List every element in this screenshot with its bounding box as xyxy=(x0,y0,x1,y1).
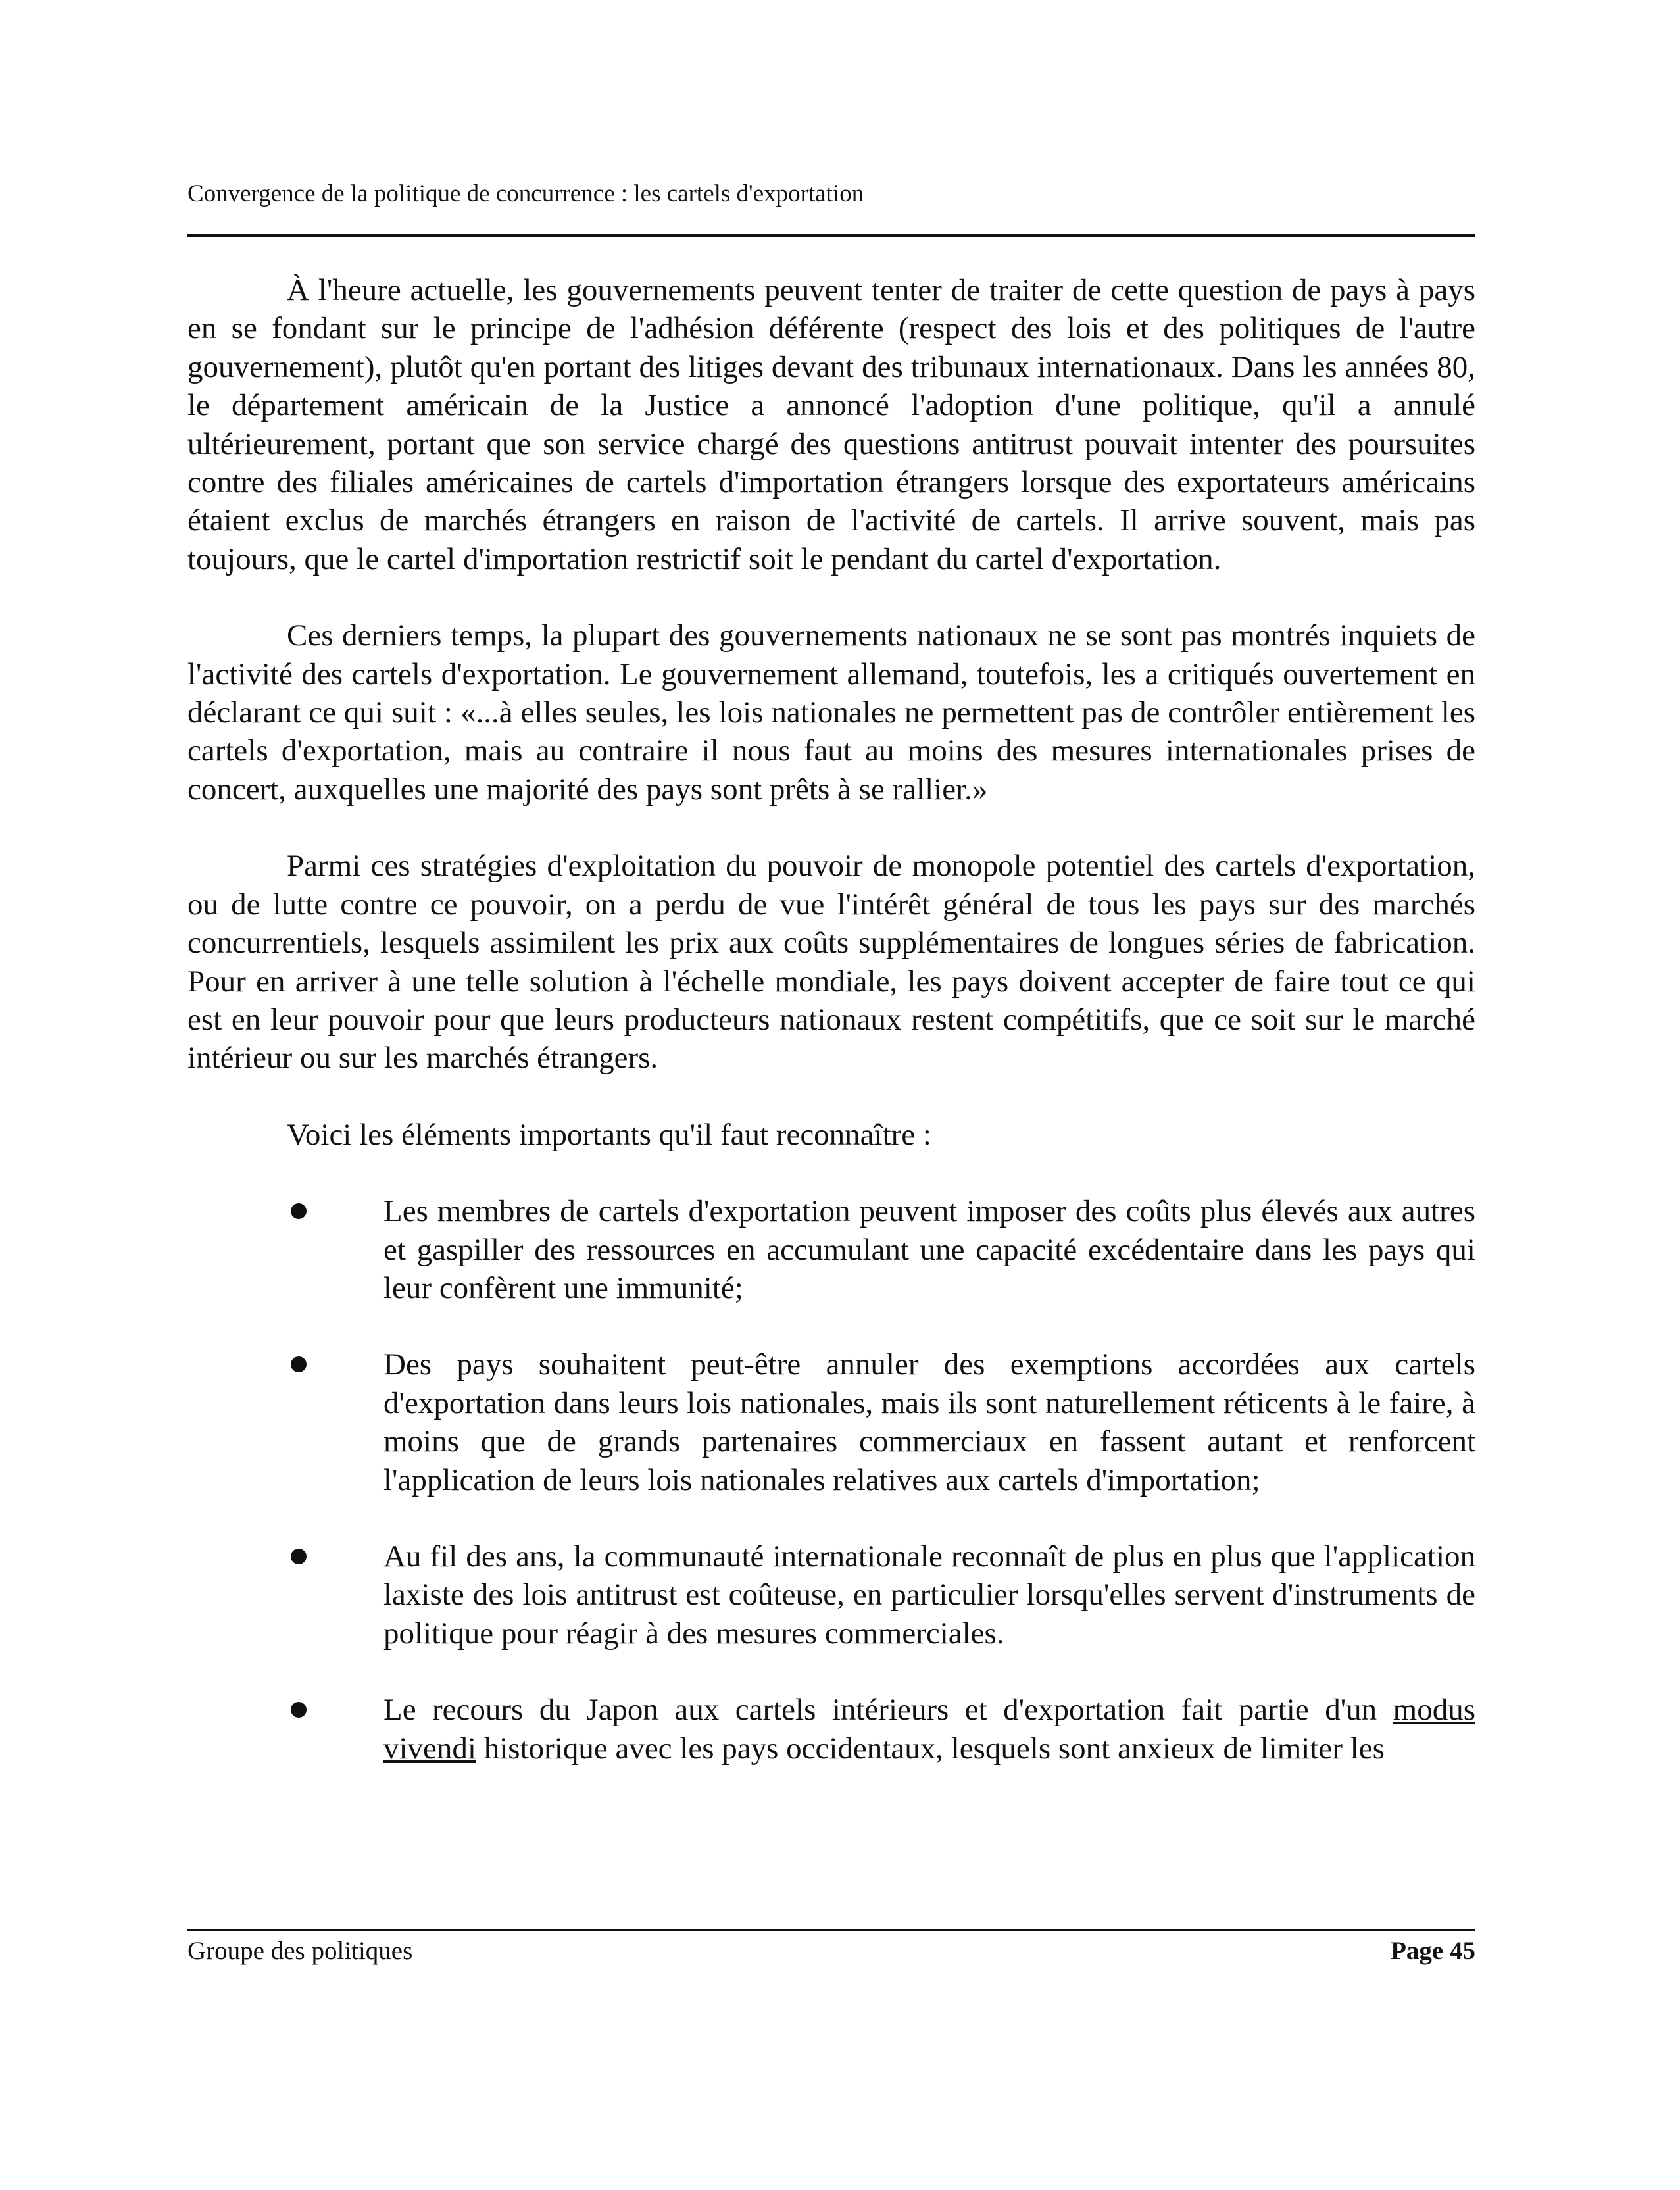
bullet-list xyxy=(187,1192,1475,1768)
list-item xyxy=(187,1192,1475,1307)
header-rule xyxy=(187,234,1475,237)
list-item-text: Au fil des ans, la communauté internationale reconnaît de plus en plus que l'application laxiste des lois antitrust est coûteuse, en particulier lorsqu'elles servent d'instruments de politique pour réagir à des mesures commerciales. xyxy=(383,1539,1475,1651)
list-item xyxy=(187,1691,1475,1768)
footer-label: Groupe des politiques xyxy=(187,1937,413,1965)
list-item-text: Les membres de cartels d'exportation peuvent imposer des coûts plus élevés aux autres et gaspiller des ressources en accumulant une capacité excédentaire dans les pays qui leur confèrent une immunité; xyxy=(383,1194,1475,1305)
paragraph-1: À l'heure actuelle, les gouvernements peuvent tenter de traiter de cette question de pays à pays en se fondant sur le principe de l'adhésion déférente (respect des lois et des politiques de l'autre gouvernement), plutôt qu'en portant des litiges devant des tribunaux internationaux. Dans les années 80, le département américain de la Justice a annoncé l'adoption d'une politique, qu'il a annulé ultérieurement, portant que son service chargé des questions antitrust pouvait intenter des poursuites contre des filiales américaines de cartels d'importation étrangers lorsque des exportateurs américains étaient exclus de marchés étrangers en raison de l'activité de cartels. Il arrive souvent, mais pas toujours, que le cartel d'importation restrictif soit le pendant du cartel d'exportation. xyxy=(187,273,1475,576)
list-intro: Voici les éléments importants qu'il faut reconnaître : xyxy=(287,1117,931,1152)
running-header: Convergence de la politique de concurrence : les cartels d'exportation xyxy=(187,180,864,207)
bullet-icon xyxy=(291,1356,307,1372)
bullet-icon xyxy=(291,1203,307,1219)
page-number: Page 45 xyxy=(1391,1937,1475,1965)
bullet-icon xyxy=(291,1702,307,1718)
list-item-text: Des pays souhaitent peut-être annuler des exemptions accordées aux cartels d'exportation dans leurs lois nationales, mais ils sont naturellement réticents à le faire, à moins que de grands partenaires commerciaux en fassent autant et renforcent l'application de leurs lois nationales relatives aux cartels d'importation; xyxy=(383,1347,1475,1497)
list-item-text-end: historique avec les pays occidentaux, lesquels sont anxieux de limiter les xyxy=(476,1731,1385,1766)
body-text xyxy=(187,271,1475,1768)
list-item xyxy=(187,1537,1475,1653)
list-item xyxy=(187,1345,1475,1499)
paragraph-3: Parmi ces stratégies d'exploitation du pouvoir de monopole potentiel des cartels d'exportation, ou de lutte contre ce pouvoir, on a perdu de vue l'intérêt général de tous les pays sur des marchés concurrentiels, lesquels assimilent les prix aux coûts supplémentaires de longues séries de fabrication. Pour en arriver à une telle solution à l'échelle mondiale, les pays doivent accepter de faire tout ce qui est en leur pouvoir pour que leurs producteurs nationaux restent compétitifs, que ce soit sur le marché intérieur ou sur les marchés étrangers. xyxy=(187,849,1475,1076)
list-item-text-start: Le recours du Japon aux cartels intérieurs et d'exportation fait partie d'un xyxy=(383,1693,1393,1728)
underlined-term: modus vivendi xyxy=(383,1693,1475,1766)
document-page xyxy=(187,0,1475,2190)
bullet-icon xyxy=(291,1549,307,1564)
footer-rule xyxy=(187,1929,1475,1931)
paragraph-2: Ces derniers temps, la plupart des gouvernements nationaux ne se sont pas montrés inquiets de l'activité des cartels d'exportation. Le gouvernement allemand, toutefois, les a critiqués ouvertement en déclarant ce qui suit : «...à elles seules, les lois nationales ne permettent pas de contrôler entièrement les cartels d'exportation, mais au contraire il nous faut au moins des mesures internationales prises de concert, auxquelles une majorité des pays sont prêts à se rallier.» xyxy=(187,618,1475,807)
